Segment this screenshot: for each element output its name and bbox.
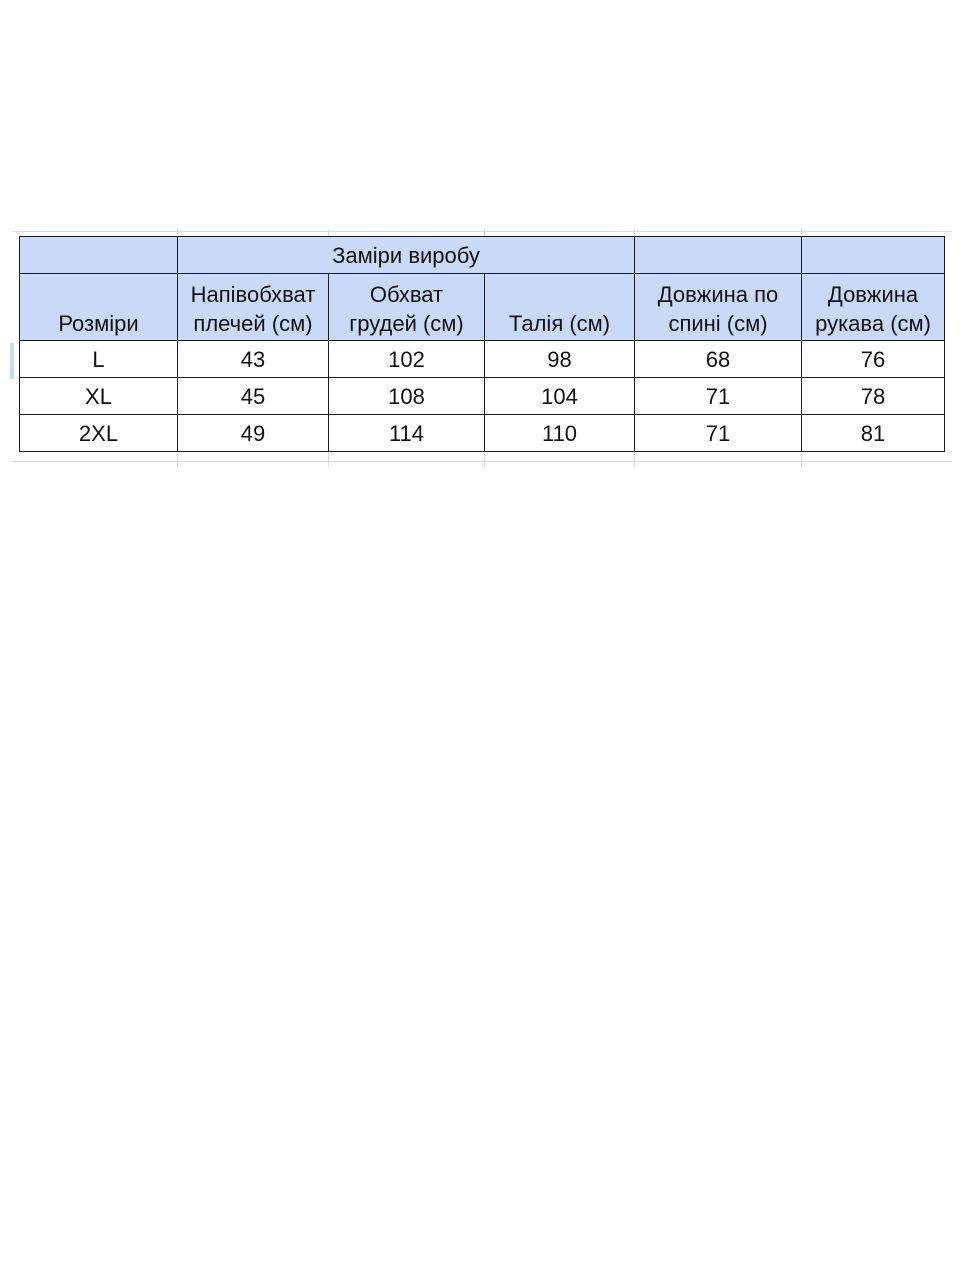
column-header-size[interactable] (20, 274, 178, 341)
table-cell[interactable]: 49 (178, 415, 329, 452)
table-row (20, 378, 945, 415)
column-header-line: спині (см) (668, 311, 768, 336)
table-group-header-row (20, 237, 945, 274)
column-header-shoulders[interactable] (178, 274, 329, 341)
size-chart-table (19, 236, 945, 452)
table-cell[interactable]: 76 (802, 341, 945, 378)
header-cell-empty[interactable] (635, 237, 802, 274)
sheet-gridline (12, 231, 952, 232)
sheet-gridline (12, 461, 952, 462)
column-header-chest[interactable] (329, 274, 485, 341)
table-cell[interactable]: 68 (635, 341, 802, 378)
table-cell[interactable]: 45 (178, 378, 329, 415)
column-header-line: рукава (см) (815, 311, 931, 336)
table-cell[interactable]: 110 (485, 415, 635, 452)
column-header-line: Довжина по (657, 282, 779, 307)
column-header-sleeve-length[interactable] (802, 274, 945, 341)
column-header-line: Розміри (58, 311, 139, 336)
column-header-line: Талія (см) (508, 311, 611, 336)
size-cell[interactable]: 2XL (20, 415, 178, 452)
selected-row-marker (10, 343, 14, 379)
size-cell[interactable]: XL (20, 378, 178, 415)
table-cell[interactable]: 98 (485, 341, 635, 378)
column-header-waist[interactable] (485, 274, 635, 341)
table-cell[interactable]: 108 (329, 378, 485, 415)
column-header-back-length[interactable] (635, 274, 802, 341)
table-cell[interactable]: 102 (329, 341, 485, 378)
table-cell[interactable]: 43 (178, 341, 329, 378)
table-cell[interactable]: 114 (329, 415, 485, 452)
table-cell[interactable]: 81 (802, 415, 945, 452)
table-cell[interactable]: 71 (635, 415, 802, 452)
group-header-cell[interactable]: Заміри виробу (178, 237, 635, 274)
size-cell[interactable]: L (20, 341, 178, 378)
table-row (20, 341, 945, 378)
table-cell[interactable]: 78 (802, 378, 945, 415)
column-header-line: Довжина (827, 282, 919, 307)
column-header-line: плечей (см) (193, 311, 313, 336)
column-header-line: Напівобхват (190, 282, 316, 307)
header-cell-empty[interactable] (20, 237, 178, 274)
table-row (20, 415, 945, 452)
table-cell[interactable]: 104 (485, 378, 635, 415)
column-header-line: грудей (см) (349, 311, 464, 336)
header-cell-empty[interactable] (802, 237, 945, 274)
table-cell[interactable]: 71 (635, 378, 802, 415)
column-header-line: Обхват (369, 282, 444, 307)
table-column-header-row (20, 274, 945, 341)
